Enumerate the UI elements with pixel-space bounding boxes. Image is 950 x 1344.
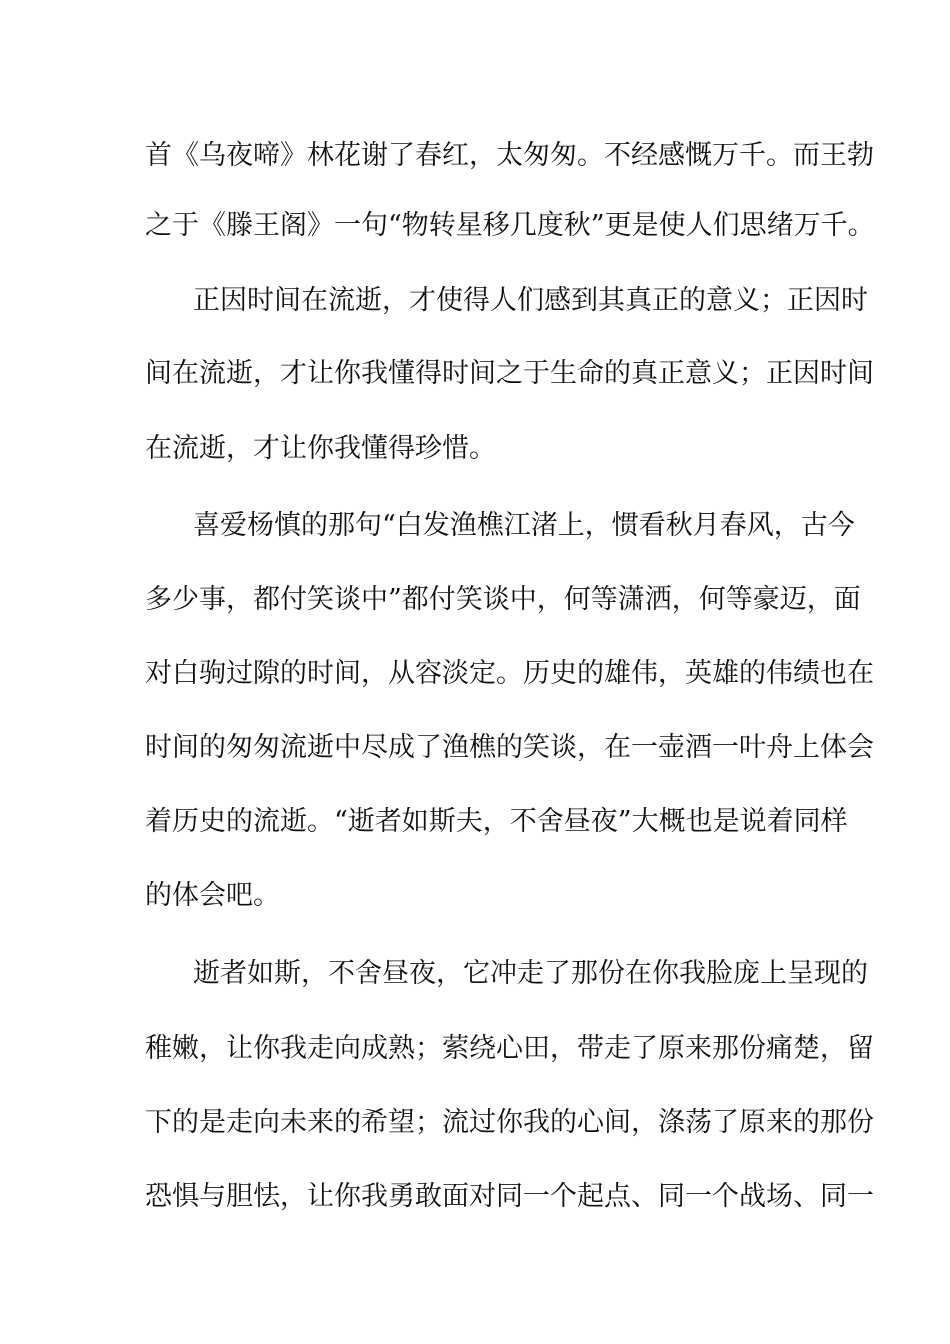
text-line: 首《乌夜啼》林花谢了春红，太匆匆。不经感慨万千。而王勃 bbox=[145, 140, 874, 171]
text-line: 恐惧与胆怯，让你我勇敢面对同一个起点、同一个战场、同一 bbox=[145, 1181, 874, 1212]
text-line: 之于《滕王阁》一句“物转星移几度秋”更是使人们思绪万千。 bbox=[145, 210, 875, 241]
text-line: 下的是走向未来的希望；流过你我的心间，涤荡了原来的那份 bbox=[145, 1107, 874, 1138]
text-line: 着历史的流逝。“逝者如斯夫，不舍昼夜”大概也是说着同样 bbox=[145, 806, 848, 837]
paragraph-last-line: 在流逝，才让你我懂得珍惜。 bbox=[145, 433, 496, 464]
text-line: 多少事，都付笑谈中”都付笑谈中，何等潇洒，何等豪迈，面 bbox=[145, 584, 861, 615]
text-line: 时间的匆匆流逝中尽成了渔樵的笑谈，在一壶酒一叶舟上体会 bbox=[145, 732, 874, 763]
paragraph-first-line: 逝者如斯，不舍昼夜，它冲走了那份在你我脸庞上呈现的 bbox=[193, 958, 868, 989]
paragraph-first-line: 正因时间在流逝，才使得人们感到其真正的意义；正因时 bbox=[193, 285, 868, 316]
paragraph-last-line: 的体会吧。 bbox=[145, 880, 280, 911]
text-line: 间在流逝，才让你我懂得时间之于生命的真正意义；正因时间 bbox=[145, 358, 874, 389]
text-line: 对白驹过隙的时间，从容淡定。历史的雄伟，英雄的伟绩也在 bbox=[145, 658, 874, 689]
text-line: 稚嫩，让你我走向成熟；萦绕心田，带走了原来那份痛楚，留 bbox=[145, 1033, 874, 1064]
paragraph-first-line: 喜爱杨慎的那句“白发渔樵江渚上，惯看秋月春风，古今 bbox=[193, 510, 855, 541]
